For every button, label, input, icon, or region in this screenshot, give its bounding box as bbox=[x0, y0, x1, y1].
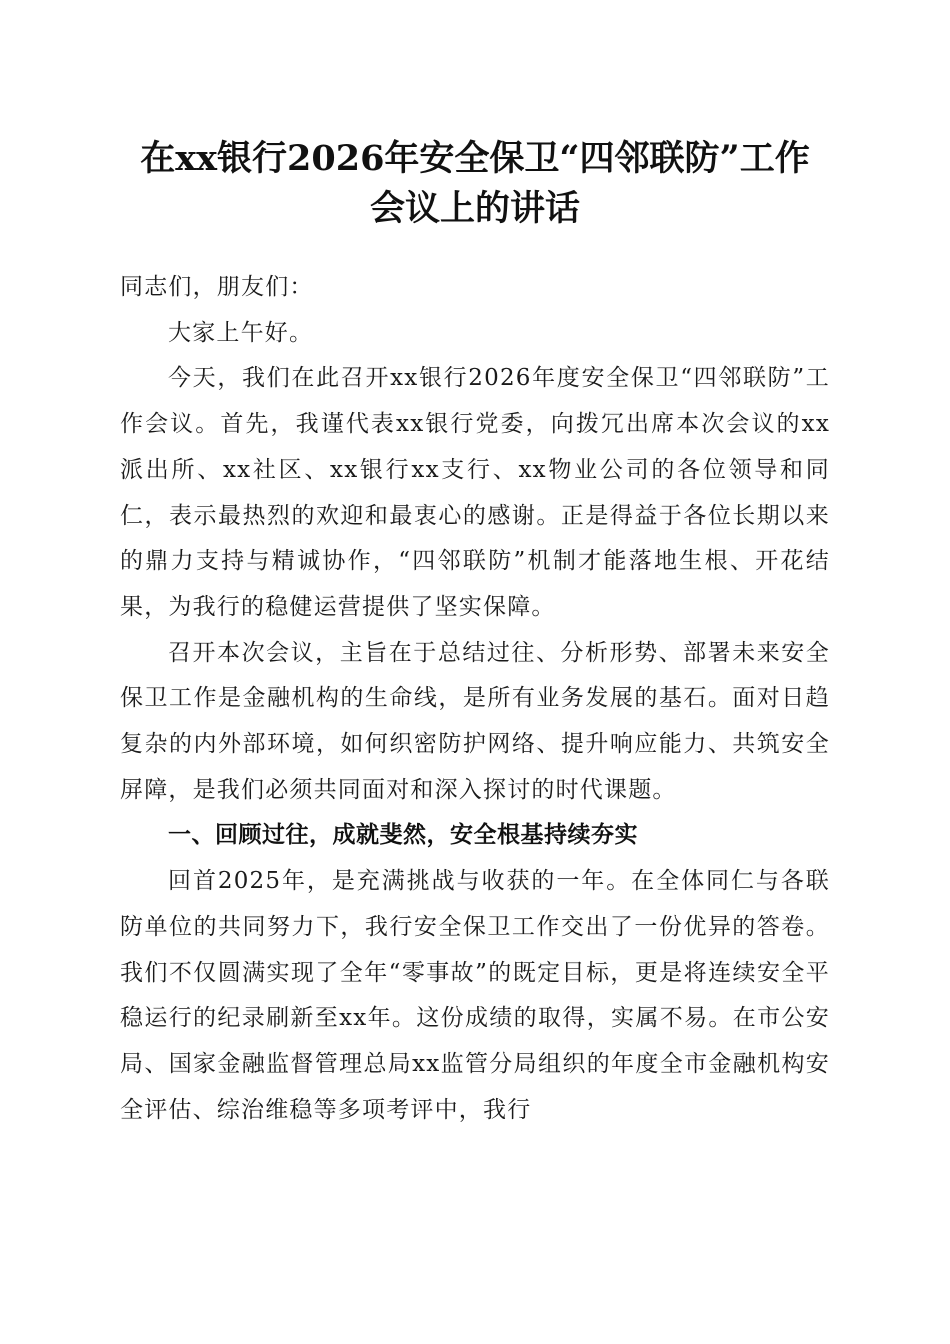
title-line-2: 会议上的讲话 bbox=[369, 188, 580, 229]
paragraph-purpose: 召开本次会议，主旨在于总结过往、分析形势、部署未来安全保卫工作是金融机构的生命线，是所有业务发展的基石。面对日趋复杂的内外部环境，如何织密防护网络、提升响应能力、共筑安全屏障，是我们必须共同面对和深入探讨的时代课题。 bbox=[120, 639, 830, 803]
document-body bbox=[120, 265, 830, 1133]
document-title bbox=[110, 134, 840, 234]
paragraph-welcome: 今天，我们在此召开xx银行2026年度安全保卫“四邻联防”工作会议。首先，我谨代表xx银行党委，向拨冗出席本次会议的xx派出所、xx社区、xx银行xx支行、xx物业公司的各位领导和同仁，表示最热烈的欢迎和最衷心的感谢。正是得益于各位长期以来的鼎力支持与精诚协作，“四邻联防”机制才能落地生根、开花结果，为我行的稳健运营提供了坚实保障。 bbox=[120, 365, 830, 620]
section-heading: 一、回顾过往，成就斐然，安全根基持续夯实 bbox=[168, 822, 638, 849]
salutation: 同志们，朋友们： bbox=[120, 274, 314, 300]
paragraph-greeting: 大家上午好。 bbox=[168, 319, 314, 346]
paragraph-review: 回首2025年，是充满挑战与收获的一年。在全体同仁与各联防单位的共同努力下，我行安全保卫工作交出了一份优异的答卷。我们不仅圆满实现了全年“零事故”的既定目标，更是将连续安全平稳运行的纪录刷新至xx年。这份成绩的取得，实属不易。在市公安局、国家金融监督管理总局xx监管分局组织的年度全市金融机构安全评估、综治维稳等多项考评中，我行 bbox=[120, 868, 830, 1123]
title-line-1: 在xx银行2026年安全保卫“四邻联防”工作 bbox=[140, 138, 810, 179]
